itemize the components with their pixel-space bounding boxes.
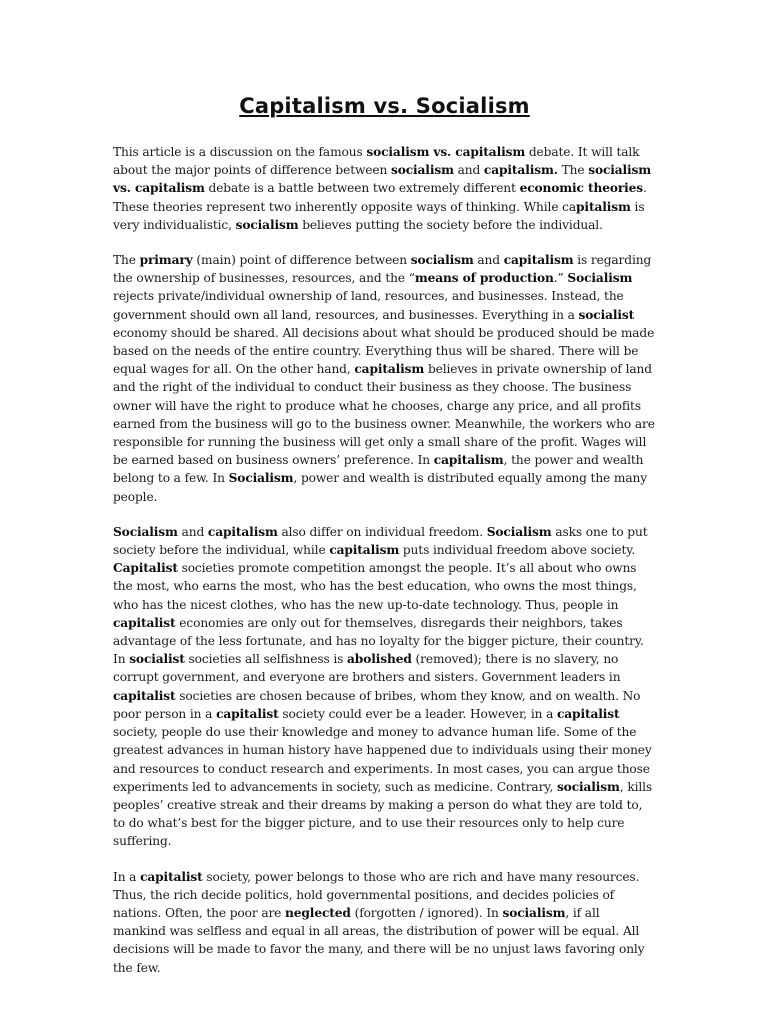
text-run: and xyxy=(473,253,504,268)
text-run: debate. It will talk about the major points of difference between xyxy=(113,145,640,178)
text-run: (forgotten / ignored). In xyxy=(350,905,503,920)
text-run: , power and wealth is distributed equally among the many people. xyxy=(113,471,647,504)
paragraph xyxy=(113,523,656,851)
text-run: The xyxy=(113,253,140,268)
bold-term: capitalism xyxy=(207,524,278,539)
paragraph xyxy=(113,251,656,506)
document-body xyxy=(113,143,656,977)
text-run: The xyxy=(557,163,589,178)
text-run: and xyxy=(453,163,484,178)
bold-term: means of production xyxy=(414,271,554,286)
text-run: debate is a battle between two extremely different xyxy=(204,181,520,196)
bold-term: pitalism xyxy=(576,199,631,214)
bold-term: capitalist xyxy=(216,706,279,721)
text-run: society, people do use their knowledge and money to advance human life. Some of the greatest advances in human history have happened due to individuals using their money and resources to conduct research and experiments. In most cases, you can argue those experiments led to advancements in society, such as medicine. Contrary, xyxy=(113,725,652,794)
bold-term: capitalism xyxy=(329,543,400,558)
page-title: Capitalism vs. Socialism xyxy=(239,94,530,118)
bold-term: abolished xyxy=(347,652,412,667)
bold-term: Socialism xyxy=(228,471,294,486)
bold-term: socialism xyxy=(390,163,454,178)
paragraph xyxy=(113,143,656,234)
text-run: .” xyxy=(553,271,568,286)
bold-term: socialist xyxy=(578,307,635,322)
text-run: society, power belongs to those who are rich and have many resources. Thus, the rich decide politics, hold governmental positions, and decides policies of nations. Often, the poor are xyxy=(113,869,640,920)
bold-term: capitalist xyxy=(140,869,203,884)
bold-term: Socialism xyxy=(486,524,552,539)
text-run: society could ever be a leader. However, in a xyxy=(278,706,557,721)
text-run: puts individual freedom above society. xyxy=(399,543,636,558)
text-run: , if all mankind was selfless and equal in all areas, the distribution of power will be equal. All decisions will be made to favor the many, and there will be no unjust laws favoring only the few. xyxy=(113,905,645,975)
text-run: societies promote competition amongst the people. It’s all about who owns the most, who earns the most, who has the best education, who owns the most things, who has the nicest clothes, who has the new up-to-date technology. Thus, people in xyxy=(113,561,637,612)
text-run: (main) point of difference between xyxy=(192,253,411,268)
bold-term: Socialism xyxy=(113,524,178,539)
text-run: believes in private ownership of land and the right of the individual to conduct their business as they choose. The business owner will have the right to produce what he chooses, charge any price, and all profits earned from the business will go to the business owner. Meanwhile, the workers who are responsible for running the business will get only a small share of the profit. Wages will be earned based on business owners’ preference. In xyxy=(113,362,655,468)
bold-term: capitalism. xyxy=(483,163,558,178)
text-run: societies are chosen because of bribes, whom they know, and on wealth. No poor person in a xyxy=(113,688,641,721)
bold-term: Socialism xyxy=(567,271,633,286)
text-run: is regarding the ownership of businesses, resources, and the “ xyxy=(113,253,652,286)
bold-term: primary xyxy=(139,253,193,268)
text-run: economies are only out for themselves, disregards their neighbors, takes advantage of the less fortunate, and has no loyalty for the bigger picture, their country. In xyxy=(113,615,644,667)
text-run: asks one to put society before the individual, while xyxy=(113,524,648,558)
text-run: is very individualistic, xyxy=(113,199,645,232)
bold-term: socialism xyxy=(556,779,620,794)
bold-term: economic theories xyxy=(519,181,644,196)
bold-term: capitalism xyxy=(354,362,425,377)
bold-term: socialism xyxy=(502,905,566,920)
bold-term: capitalist xyxy=(556,706,620,721)
bold-term: Capitalist xyxy=(113,561,178,576)
text-run: (removed); there is no slavery, no corrupt government, and everyone are brothers and sisters. Government leaders in xyxy=(113,652,621,685)
bold-term: socialism vs. capitalism xyxy=(113,163,652,196)
text-run: This article is a discussion on the famous xyxy=(113,145,367,159)
bold-term: capitalist xyxy=(113,615,176,630)
bold-term: neglected xyxy=(285,905,351,920)
paragraph xyxy=(113,868,656,977)
bold-term: capitalist xyxy=(113,688,176,703)
text-run: In a xyxy=(113,869,141,884)
bold-term: capitalism xyxy=(433,453,504,468)
bold-term: capitalism xyxy=(503,253,574,268)
bold-term: socialism xyxy=(410,253,474,268)
text-run: societies all selfishness is xyxy=(184,652,348,667)
text-run: , kills peoples’ creative streak and their dreams by making a person do what they are told to, to do what’s best for the bigger picture, and to use their resources only to help cure suffering. xyxy=(113,779,653,849)
bold-term: socialism vs. capitalism xyxy=(366,145,526,159)
text-run: rejects private/individual ownership of land, resources, and businesses. Instead, the government should own all land, resources, and businesses. Everything in a xyxy=(113,289,624,322)
text-run: and xyxy=(177,524,208,539)
bold-term: socialist xyxy=(129,652,185,667)
text-run: believes putting the society before the individual. xyxy=(298,217,603,232)
text-run: , the power and wealth belong to a few. In xyxy=(113,453,644,486)
text-run: economy should be shared. All decisions about what should be produced should be made based on the needs of the entire country. Everything thus will be shared. There will be equal wages for all. On the other hand, xyxy=(113,325,655,377)
text-run: also differ on individual freedom. xyxy=(277,524,487,539)
bold-term: socialism xyxy=(235,217,299,232)
text-run: . These theories represent two inherently opposite ways of thinking. While ca xyxy=(113,181,647,214)
